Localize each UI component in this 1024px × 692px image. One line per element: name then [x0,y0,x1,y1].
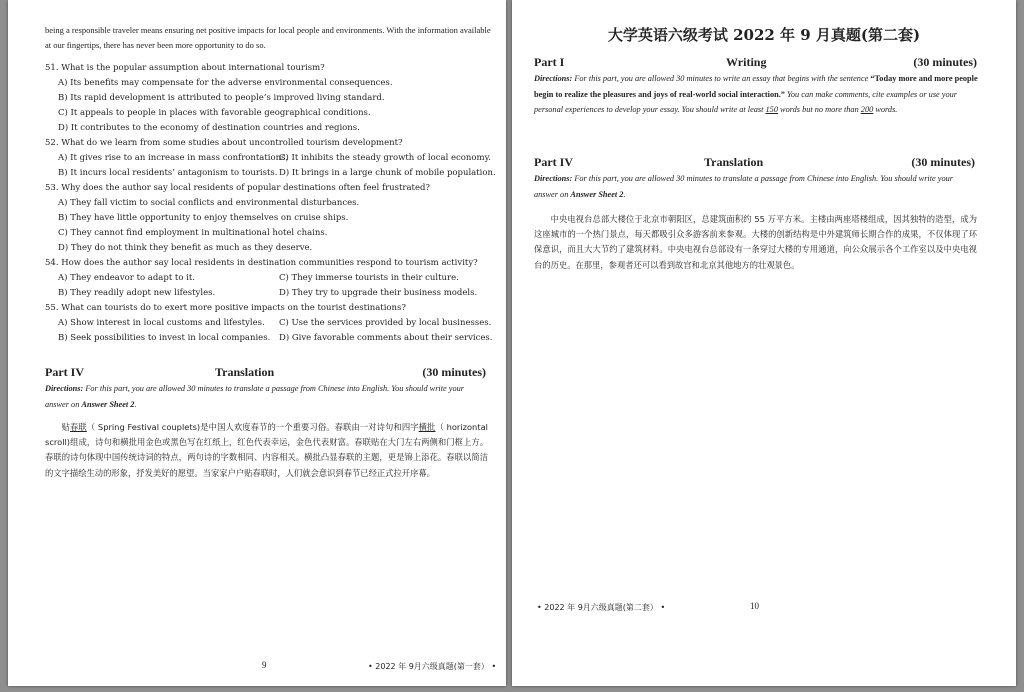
directions-translation: Directions: For this part, you are allowed 30 minutes to translate a passage from Chinese into English. You should write your answer on Answer Sheet 2. [534,174,954,199]
q52-option-b: B) It incurs local residents’ antagonism to tourists. [58,168,278,178]
question-55: 55. What can tourists do to exert more positive impacts on the tourist destinations? [45,303,406,313]
answer-sheet-ref: Answer Sheet 2 [570,189,624,199]
part-label: Part I [534,55,565,69]
part-name: Writing [726,55,767,69]
part-time: (30 minutes) [911,155,975,169]
page-footer: • 2022 年 9月六级真题(第一套） • [368,662,497,671]
q53-option-c: C) They cannot find employment in multinational hotel chains. [58,228,328,238]
part-name: Translation [215,365,275,379]
q54-option-d: D) They try to upgrade their business models. [279,288,478,298]
question-51: 51. What is the popular assumption about international tourism? [45,63,325,73]
q51-option-c: C) It appeals to people in places with favorable geographical conditions. [58,108,371,118]
page-footer: • 2022 年 9月六级真题(第二套） • [537,603,666,612]
q54-option-b: B) They readily adopt new lifestyles. [58,288,216,298]
part-label: Part IV [534,155,573,169]
directions-translation: Directions: For this part, you are allowed 30 minutes to translate a passage from Chinese into English. You should write your answer on Answer Sheet 2. [45,384,465,409]
directions-lead: Directions: [534,74,573,83]
q55-option-a: A) Show interest in local customs and lifestyles. [58,318,265,328]
q55-option-b: B) Seek possibilities to invest in local companies. [58,333,271,343]
essay-prompt: “Today more and more people begin to realize the pleasures and joys of real-world social interaction.” [534,74,978,99]
chinese-passage: 中央电视台总部大楼位于北京市朝阳区，总建筑面积约 55 万平方米。主楼由两座塔楼组成，因其独特的造型，成为这座城市的一个热门景点，每天都吸引众多游客前来参观。大楼的创新结构是中外建筑师长期合作的成果，不仅体现了环保意识，而且大大节约了建筑材料。中央电视台总部设有一条穿过大楼的专用通道，向公众展示各个工作室以及中央电视台的历史。在那里，参观者还可以看到故宫和北京其他地方的壮观景色。 [534,214,977,270]
q55-option-d: D) Give favorable comments about their services. [279,333,493,343]
question-54: 54. How does the author say local residents in destination communities respond to tourism activity? [45,258,478,268]
q55-option-c: C) Use the services provided by local businesses. [279,318,492,328]
q54-option-c: C) They immerse tourists in their culture. [279,273,459,283]
q53-option-d: D) They do not think they benefit as much as they deserve. [58,243,313,253]
chinese-passage: 贴春联（ Spring Festival couplets)是中国人欢度春节的一个重要习俗。春联由一对诗句和四字横批（ horizontal scroll)组成，诗句和横批用金色或黑色写在红纸上，红色代表幸运，金色代表财富。春联贴在大门左右两侧和门框上方。春联的诗句体现中国传统诗词的特点，两句诗的字数相同、内容相关。横批凸显春联的主题，更是锦上添花。春联以简洁的文字描绘生动的形象，抒发美好的愿望。当家家户户贴春联时，人们就会意识到春节已经正式拉开序幕。 [45,422,488,478]
intro-paragraph: being a responsible traveler means ensuring net positive impacts for local people and environments. With the information available at our fingertips, there has never been more opportunity to do so. [45,25,491,50]
directions-lead: Directions: [534,174,573,183]
max-words: 200 [860,105,874,114]
part-time: (30 minutes) [913,55,977,69]
right-page [512,0,1016,686]
min-words: 150 [765,105,778,114]
part-name: Translation [704,155,764,169]
q51-option-d: D) It contributes to the economy of destination countries and regions. [58,123,360,133]
term-hengpi: 横批 [418,422,436,432]
page-number: 10 [750,601,759,611]
exam-title: 大学英语六级考试 2022 年 9 月真题(第二套) [607,26,921,44]
answer-sheet-ref: Answer Sheet 2 [81,399,135,409]
q51-option-a: A) Its benefits may compensate for the adverse environmental consequences. [58,78,393,88]
q51-option-b: B) Its rapid development is attributed to people’s improved living standard. [58,93,385,103]
left-page [8,0,506,686]
question-52: 52. What do we learn from some studies about uncontrolled tourism development? [45,138,403,148]
directions-writing: Directions: For this part, you are allowed 30 minutes to write an essay that begins with the sentence “Today more and more people begin to realize the pleasures and joys of real-world social interaction.” You can make comments, cite examples or use your personal experiences to develop your essay. You should write at least 150 words but no more than 200 words. [534,74,978,114]
q53-option-a: A) They fall victim to social conflicts and environmental disturbances. [58,198,360,208]
term-chunlian: 春联 [70,422,87,432]
q52-option-c: C) It inhibits the steady growth of local economy. [279,153,491,163]
q52-option-d: D) It brings in a large chunk of mobile population. [279,168,496,178]
page-number: 9 [262,660,267,670]
q53-option-b: B) They have little opportunity to enjoy themselves on cruise ships. [58,213,349,223]
directions-lead: Directions: [45,384,84,393]
part-label: Part IV [45,365,84,379]
question-53: 53. Why does the author say local residents of popular destinations often feel frustrated? [45,183,430,193]
part-time: (30 minutes) [422,365,486,379]
q52-option-a: A) It gives rise to an increase in mass confrontations. [58,153,289,163]
q54-option-a: A) They endeavor to adapt to it. [58,273,196,283]
